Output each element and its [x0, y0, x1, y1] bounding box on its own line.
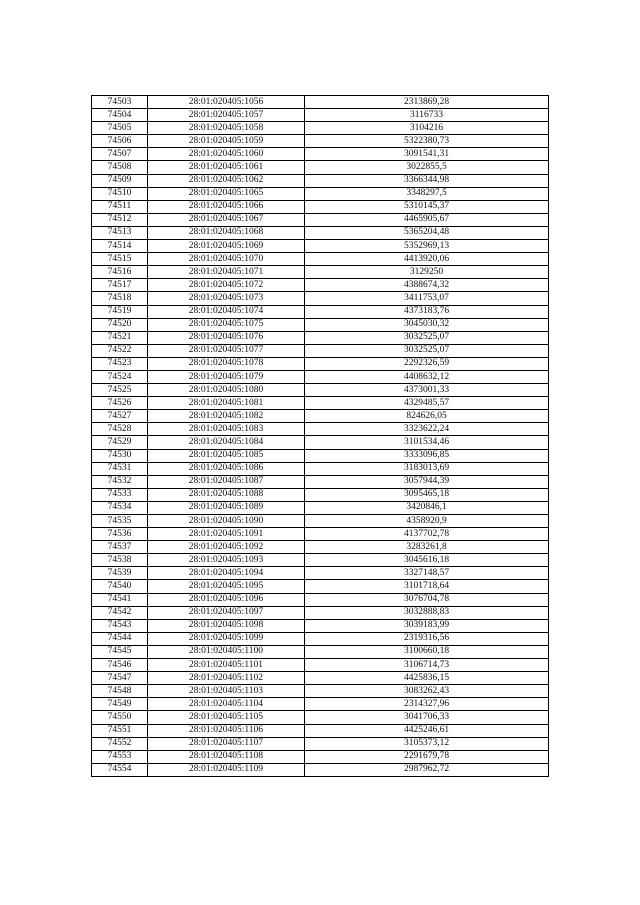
- cadastral-value-cell: 3129250: [305, 266, 549, 279]
- table-row: [92, 187, 549, 200]
- cadastral-value-cell: 3022855,5: [305, 161, 549, 174]
- cadastral-value-cell: 3045616,18: [305, 554, 549, 567]
- table-row: [92, 475, 549, 488]
- cadastral-number-cell: 28:01:020405:1058: [148, 122, 305, 135]
- cadastral-value-cell: 3420846,1: [305, 501, 549, 514]
- cadastral-value-cell: 3076704,78: [305, 593, 549, 606]
- table-row: [92, 122, 549, 135]
- table-row: [92, 318, 549, 331]
- cadastral-number-cell: 28:01:020405:1077: [148, 344, 305, 357]
- table-row: [92, 253, 549, 266]
- row-number-cell: 74507: [92, 148, 148, 161]
- row-number-cell: 74517: [92, 279, 148, 292]
- cadastral-number-cell: 28:01:020405:1094: [148, 567, 305, 580]
- cadastral-value-cell: 3348297,5: [305, 187, 549, 200]
- table-row: [92, 331, 549, 344]
- row-number-cell: 74544: [92, 632, 148, 645]
- cadastral-number-cell: 28:01:020405:1103: [148, 685, 305, 698]
- row-number-cell: 74514: [92, 240, 148, 253]
- row-number-cell: 74552: [92, 737, 148, 750]
- cadastral-value-cell: 4425836,15: [305, 672, 549, 685]
- cadastral-number-cell: 28:01:020405:1075: [148, 318, 305, 331]
- table-row: [92, 632, 549, 645]
- row-number-cell: 74515: [92, 253, 148, 266]
- cadastral-value-cell: 4413920,06: [305, 253, 549, 266]
- cadastral-value-cell: 824626,05: [305, 410, 549, 423]
- cadastral-number-cell: 28:01:020405:1065: [148, 187, 305, 200]
- cadastral-value-cell: 5310145,37: [305, 200, 549, 213]
- cadastral-value-cell: 3411753,07: [305, 292, 549, 305]
- cadastral-value-cell: 3095465,18: [305, 488, 549, 501]
- table-row: [92, 397, 549, 410]
- row-number-cell: 74513: [92, 226, 148, 239]
- cadastral-value-cell: 4425246,61: [305, 724, 549, 737]
- row-number-cell: 74527: [92, 410, 148, 423]
- cadastral-value-cell: 3091541,31: [305, 148, 549, 161]
- cadastral-number-cell: 28:01:020405:1097: [148, 606, 305, 619]
- cadastral-value-cell: 4358920,9: [305, 515, 549, 528]
- table-row: [92, 423, 549, 436]
- cadastral-number-cell: 28:01:020405:1082: [148, 410, 305, 423]
- cadastral-value-cell: 3041706,33: [305, 711, 549, 724]
- table-row: [92, 384, 549, 397]
- cadastral-value-cell: 3323622,24: [305, 423, 549, 436]
- cadastral-number-cell: 28:01:020405:1098: [148, 619, 305, 632]
- cadastral-value-cell: 3032525,07: [305, 331, 549, 344]
- cadastral-number-cell: 28:01:020405:1074: [148, 305, 305, 318]
- row-number-cell: 74504: [92, 109, 148, 122]
- table-row: [92, 161, 549, 174]
- row-number-cell: 74519: [92, 305, 148, 318]
- table-row: [92, 344, 549, 357]
- table-row: [92, 410, 549, 423]
- table-row: [92, 554, 549, 567]
- cadastral-value-cell: 3105373,12: [305, 737, 549, 750]
- cadastral-number-cell: 28:01:020405:1062: [148, 174, 305, 187]
- row-number-cell: 74522: [92, 344, 148, 357]
- row-number-cell: 74536: [92, 528, 148, 541]
- row-number-cell: 74548: [92, 685, 148, 698]
- cadastral-value-cell: 3283261,8: [305, 541, 549, 554]
- row-number-cell: 74518: [92, 292, 148, 305]
- table-row: [92, 659, 549, 672]
- cadastral-number-cell: 28:01:020405:1071: [148, 266, 305, 279]
- cadastral-number-cell: 28:01:020405:1108: [148, 750, 305, 763]
- cadastral-value-cell: 4329485,57: [305, 397, 549, 410]
- cadastral-number-cell: 28:01:020405:1080: [148, 384, 305, 397]
- row-number-cell: 74542: [92, 606, 148, 619]
- cadastral-number-cell: 28:01:020405:1105: [148, 711, 305, 724]
- cadastral-value-table: [91, 95, 549, 777]
- cadastral-number-cell: 28:01:020405:1076: [148, 331, 305, 344]
- table-row: [92, 148, 549, 161]
- table-row: [92, 109, 549, 122]
- cadastral-number-cell: 28:01:020405:1100: [148, 645, 305, 658]
- row-number-cell: 74521: [92, 331, 148, 344]
- row-number-cell: 74540: [92, 580, 148, 593]
- table-row: [92, 96, 549, 109]
- row-number-cell: 74537: [92, 541, 148, 554]
- cadastral-value-cell: 3104216: [305, 122, 549, 135]
- cadastral-value-cell: 5322380,73: [305, 135, 549, 148]
- cadastral-number-cell: 28:01:020405:1060: [148, 148, 305, 161]
- cadastral-value-cell: 4465905,67: [305, 213, 549, 226]
- row-number-cell: 74538: [92, 554, 148, 567]
- cadastral-value-cell: 5352969,13: [305, 240, 549, 253]
- table-row: [92, 763, 549, 776]
- table-row: [92, 606, 549, 619]
- cadastral-value-cell: 3045030,32: [305, 318, 549, 331]
- cadastral-number-cell: 28:01:020405:1089: [148, 501, 305, 514]
- table-row: [92, 213, 549, 226]
- table-row: [92, 449, 549, 462]
- table-row: [92, 135, 549, 148]
- table-row: [92, 200, 549, 213]
- row-number-cell: 74551: [92, 724, 148, 737]
- cadastral-number-cell: 28:01:020405:1056: [148, 96, 305, 109]
- cadastral-value-cell: 3057944,39: [305, 475, 549, 488]
- table-row: [92, 226, 549, 239]
- cadastral-value-cell: 4373001,33: [305, 384, 549, 397]
- cadastral-number-cell: 28:01:020405:1087: [148, 475, 305, 488]
- table-row: [92, 593, 549, 606]
- cadastral-value-cell: 3116733: [305, 109, 549, 122]
- cadastral-number-cell: 28:01:020405:1073: [148, 292, 305, 305]
- cadastral-number-cell: 28:01:020405:1081: [148, 397, 305, 410]
- table-row: [92, 528, 549, 541]
- cadastral-value-cell: 3039183,99: [305, 619, 549, 632]
- cadastral-number-cell: 28:01:020405:1109: [148, 763, 305, 776]
- cadastral-number-cell: 28:01:020405:1107: [148, 737, 305, 750]
- table-row: [92, 619, 549, 632]
- table-row: [92, 488, 549, 501]
- row-number-cell: 74530: [92, 449, 148, 462]
- table-row: [92, 645, 549, 658]
- cadastral-value-cell: 3101534,46: [305, 436, 549, 449]
- row-number-cell: 74543: [92, 619, 148, 632]
- table-row: [92, 462, 549, 475]
- cadastral-value-cell: 4373183,76: [305, 305, 549, 318]
- table-row: [92, 567, 549, 580]
- cadastral-value-cell: 3100660,18: [305, 645, 549, 658]
- cadastral-number-cell: 28:01:020405:1104: [148, 698, 305, 711]
- row-number-cell: 74520: [92, 318, 148, 331]
- table-body: [92, 96, 549, 777]
- table-row: [92, 672, 549, 685]
- row-number-cell: 74524: [92, 370, 148, 383]
- cadastral-number-cell: 28:01:020405:1059: [148, 135, 305, 148]
- row-number-cell: 74553: [92, 750, 148, 763]
- cadastral-number-cell: 28:01:020405:1095: [148, 580, 305, 593]
- row-number-cell: 74532: [92, 475, 148, 488]
- table-row: [92, 541, 549, 554]
- row-number-cell: 74505: [92, 122, 148, 135]
- table-row: [92, 711, 549, 724]
- row-number-cell: 74508: [92, 161, 148, 174]
- cadastral-number-cell: 28:01:020405:1083: [148, 423, 305, 436]
- cadastral-value-cell: 4388674,32: [305, 279, 549, 292]
- table-row: [92, 750, 549, 763]
- row-number-cell: 74535: [92, 515, 148, 528]
- cadastral-value-cell: 3106714,73: [305, 659, 549, 672]
- table-row: [92, 737, 549, 750]
- table-row: [92, 501, 549, 514]
- cadastral-value-cell: 2292326,59: [305, 357, 549, 370]
- row-number-cell: 74549: [92, 698, 148, 711]
- cadastral-number-cell: 28:01:020405:1101: [148, 659, 305, 672]
- cadastral-number-cell: 28:01:020405:1085: [148, 449, 305, 462]
- row-number-cell: 74506: [92, 135, 148, 148]
- row-number-cell: 74531: [92, 462, 148, 475]
- table-row: [92, 436, 549, 449]
- cadastral-value-cell: 3032888,83: [305, 606, 549, 619]
- cadastral-value-cell: 2291679,78: [305, 750, 549, 763]
- cadastral-number-cell: 28:01:020405:1088: [148, 488, 305, 501]
- cadastral-number-cell: 28:01:020405:1099: [148, 632, 305, 645]
- cadastral-value-cell: 4137702,78: [305, 528, 549, 541]
- cadastral-value-cell: 4408632,12: [305, 370, 549, 383]
- row-number-cell: 74523: [92, 357, 148, 370]
- row-number-cell: 74550: [92, 711, 148, 724]
- cadastral-number-cell: 28:01:020405:1092: [148, 541, 305, 554]
- cadastral-number-cell: 28:01:020405:1057: [148, 109, 305, 122]
- cadastral-value-cell: 3101718,64: [305, 580, 549, 593]
- table-row: [92, 698, 549, 711]
- row-number-cell: 74509: [92, 174, 148, 187]
- row-number-cell: 74503: [92, 96, 148, 109]
- row-number-cell: 74541: [92, 593, 148, 606]
- row-number-cell: 74528: [92, 423, 148, 436]
- cadastral-value-cell: 3032525,07: [305, 344, 549, 357]
- table-row: [92, 724, 549, 737]
- table-row: [92, 174, 549, 187]
- row-number-cell: 74539: [92, 567, 148, 580]
- cadastral-value-cell: 3333096,85: [305, 449, 549, 462]
- table-row: [92, 305, 549, 318]
- cadastral-value-cell: 3366344,98: [305, 174, 549, 187]
- table-row: [92, 370, 549, 383]
- row-number-cell: 74516: [92, 266, 148, 279]
- cadastral-value-cell: 2314327,96: [305, 698, 549, 711]
- row-number-cell: 74554: [92, 763, 148, 776]
- cadastral-number-cell: 28:01:020405:1070: [148, 253, 305, 266]
- cadastral-value-cell: 3327148,57: [305, 567, 549, 580]
- cadastral-number-cell: 28:01:020405:1079: [148, 370, 305, 383]
- row-number-cell: 74510: [92, 187, 148, 200]
- cadastral-number-cell: 28:01:020405:1084: [148, 436, 305, 449]
- cadastral-number-cell: 28:01:020405:1086: [148, 462, 305, 475]
- row-number-cell: 74533: [92, 488, 148, 501]
- table-row: [92, 685, 549, 698]
- cadastral-value-cell: 5365204,48: [305, 226, 549, 239]
- row-number-cell: 74511: [92, 200, 148, 213]
- row-number-cell: 74534: [92, 501, 148, 514]
- row-number-cell: 74547: [92, 672, 148, 685]
- cadastral-number-cell: 28:01:020405:1091: [148, 528, 305, 541]
- table-row: [92, 515, 549, 528]
- cadastral-value-cell: 3083262,43: [305, 685, 549, 698]
- cadastral-value-cell: 3183013,69: [305, 462, 549, 475]
- row-number-cell: 74529: [92, 436, 148, 449]
- cadastral-number-cell: 28:01:020405:1061: [148, 161, 305, 174]
- table-row: [92, 580, 549, 593]
- cadastral-number-cell: 28:01:020405:1068: [148, 226, 305, 239]
- cadastral-number-cell: 28:01:020405:1093: [148, 554, 305, 567]
- cadastral-number-cell: 28:01:020405:1069: [148, 240, 305, 253]
- cadastral-value-cell: 2987962,72: [305, 763, 549, 776]
- cadastral-number-cell: 28:01:020405:1090: [148, 515, 305, 528]
- cadastral-value-cell: 2313869,28: [305, 96, 549, 109]
- cadastral-number-cell: 28:01:020405:1078: [148, 357, 305, 370]
- cadastral-number-cell: 28:01:020405:1072: [148, 279, 305, 292]
- row-number-cell: 74546: [92, 659, 148, 672]
- table-row: [92, 266, 549, 279]
- cadastral-value-cell: 2319316,56: [305, 632, 549, 645]
- row-number-cell: 74525: [92, 384, 148, 397]
- table-row: [92, 357, 549, 370]
- cadastral-number-cell: 28:01:020405:1096: [148, 593, 305, 606]
- cadastral-number-cell: 28:01:020405:1066: [148, 200, 305, 213]
- table-row: [92, 292, 549, 305]
- cadastral-number-cell: 28:01:020405:1067: [148, 213, 305, 226]
- row-number-cell: 74526: [92, 397, 148, 410]
- row-number-cell: 74512: [92, 213, 148, 226]
- table-row: [92, 240, 549, 253]
- table-row: [92, 279, 549, 292]
- row-number-cell: 74545: [92, 645, 148, 658]
- cadastral-number-cell: 28:01:020405:1102: [148, 672, 305, 685]
- cadastral-number-cell: 28:01:020405:1106: [148, 724, 305, 737]
